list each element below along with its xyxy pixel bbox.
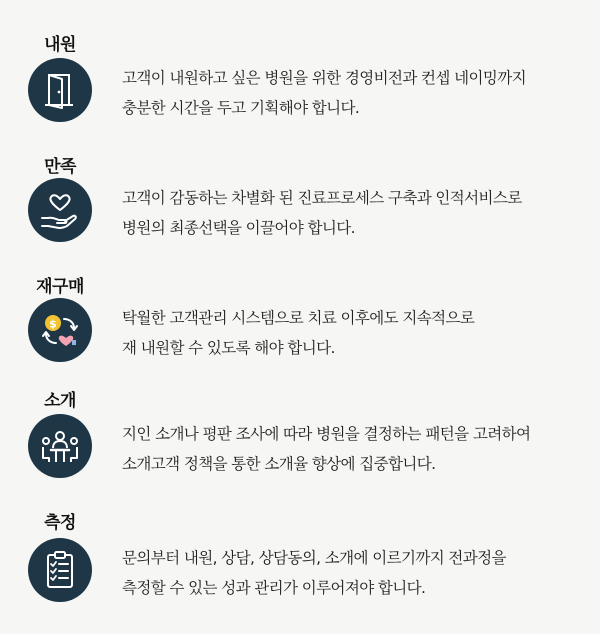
door-icon	[28, 58, 92, 122]
description-line-1: 문의부터 내원, 상담, 상담동의, 소개에 이르기까지 전과정을	[122, 549, 506, 567]
item-description	[122, 183, 592, 243]
description-line-2: 병원의 최종선택을 이끌어야 합니다.	[122, 219, 355, 237]
heart-hand-icon	[28, 178, 92, 242]
repurchase-cycle-icon	[28, 298, 92, 362]
item-description	[122, 303, 592, 363]
meeting-people-icon	[28, 414, 92, 478]
description-line-1: 고객이 감동하는 차별화 된 진료프로세스 구축과 인적서비스로	[122, 189, 522, 207]
item-title: 소개	[44, 391, 76, 411]
description-line-2: 재 내원할 수 있도록 해야 합니다.	[122, 339, 335, 357]
item-title: 만족	[44, 157, 76, 177]
svg-text:$: $	[49, 317, 57, 331]
description-line-1: 지인 소개나 평판 조사에 따라 병원을 결정하는 패턴을 고려하여	[122, 425, 531, 443]
checklist-clipboard-icon	[28, 538, 92, 602]
description-line-2: 측정할 수 있는 성과 관리가 이루어져야 합니다.	[122, 579, 426, 597]
description-line-1: 고객이 내원하고 싶은 병원을 위한 경영비전과 컨셉 네이밍까지	[122, 69, 526, 87]
description-line-2: 충분한 시간을 두고 기획해야 합니다.	[122, 99, 360, 117]
item-description	[122, 543, 592, 603]
item-title: 측정	[44, 513, 76, 533]
item-title: 내원	[44, 35, 76, 55]
item-description	[122, 63, 592, 123]
description-line-1: 탁월한 고객관리 시스템으로 치료 이후에도 지속적으로	[122, 309, 475, 327]
description-line-2: 소개고객 정책을 통한 소개율 향상에 집중합니다.	[122, 455, 436, 473]
item-title: 재구매	[36, 277, 84, 297]
item-description	[122, 419, 592, 479]
